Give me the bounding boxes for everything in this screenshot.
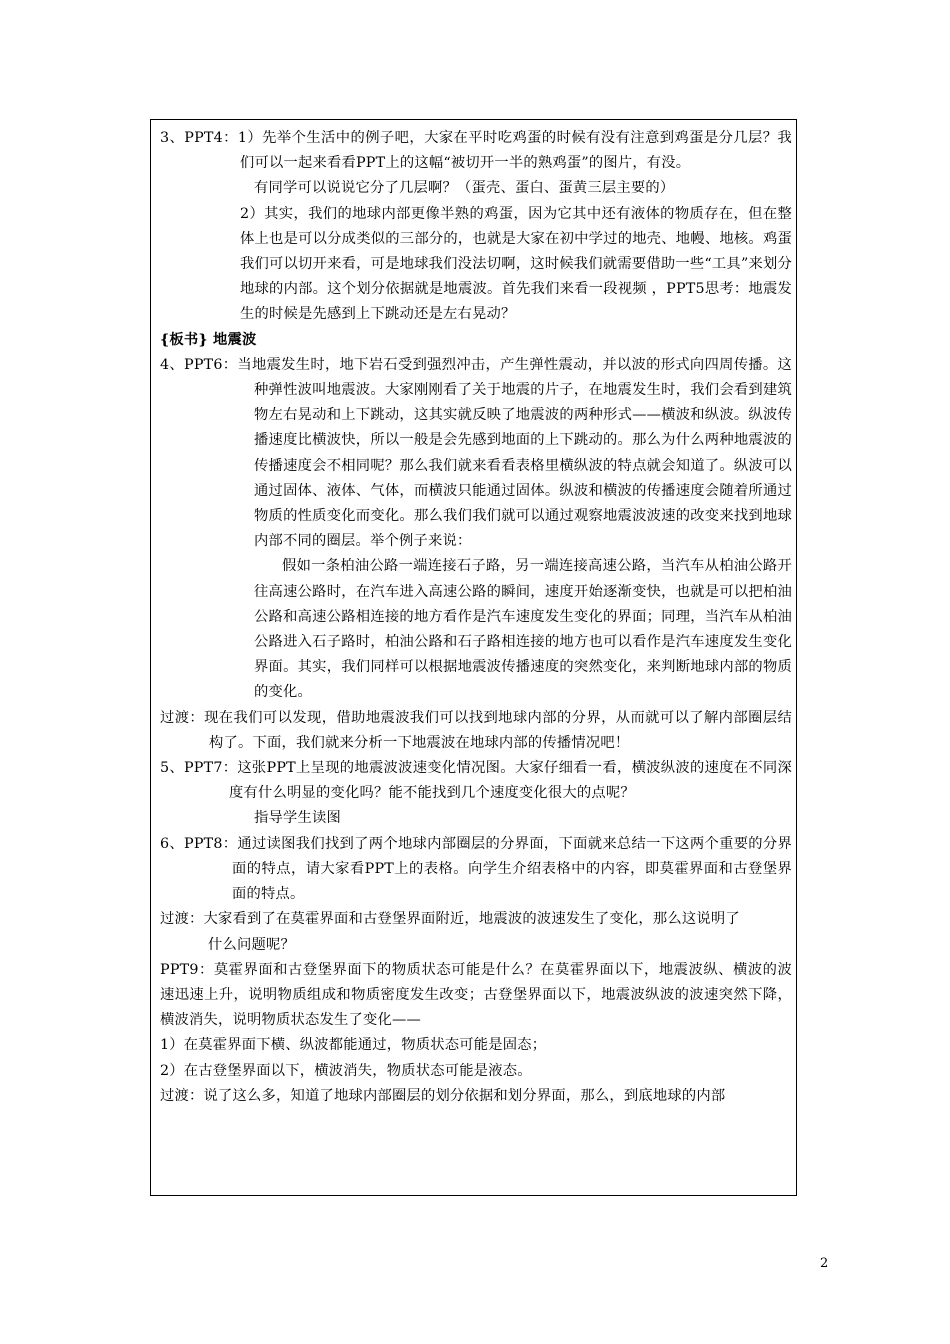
paragraph-egg-layers-question: 有同学可以说说它分了几层啊？（蛋壳、蛋白、蛋黄三层主要的） <box>254 180 675 197</box>
document-body <box>160 126 792 1109</box>
paragraph-transition-1: 过渡：现在我们可以发现，借助地震波我们可以找到地球内部的分界，从而就可以了解内部圈层结构了。下面，我们就来分析一下地震波在地球内部的传播情况吧！ <box>160 709 792 751</box>
paragraph-ppt7-wave-speed: 5、PPT7：这张PPT上呈现的地震波波速变化情况图。大家仔细看一看，横波纵波的速度在不同深度有什么明显的变化吗？能不能找到几个速度变化很大的点呢？ <box>160 760 792 802</box>
paragraph-earth-interior: 2）其实，我们的地球内部更像半熟的鸡蛋，因为它其中还有液体的物质存在，但在整体上也是可以分成类似的三部分的，也就是大家在初中学过的地壳、地幔、地核。鸡蛋我们可以切开来看，可是地球我们没法切啊，这时候我们就需要借助一些“工具”来划分地球的内部。这个划分依据就是地震波。首先我们来看一段视频 ，PPT5思考：地震发生的时候是先感到上下跳动还是左右晃动？ <box>240 205 792 323</box>
paragraph-ppt6-seismic-waves: 4、PPT6：当地震发生时，地下岩石受到强烈冲击，产生弹性震动，并以波的形式向四周传播。这种弹性波叫地震波。大家刚刚看了关于地震的片子，在地震发生时，我们会看到建筑物左右晃动和上下跳动，这其实就反映了地震波的两种形式——横波和纵波。纵波传播速度比横波快，所以一般是会先感到地面的上下跳动的。那么为什么两种地震波的传播速度会不相同呢？那么我们就来看看表格里横纵波的特点就会知道了。纵波可以通过固体、液体、气体，而横波只能通过固体。纵波和横波的传播速度会随着所通过物质的性质变化而变化。那么我们我们就可以通过观察地震波波速的改变来找到地球内部不同的圈层。举个例子来说： <box>160 356 792 550</box>
page-number: 2 <box>820 1256 829 1271</box>
paragraph-ppt8-interfaces: 6、PPT8：通过读图我们找到了两个地球内部圈层的分界面，下面就来总结一下这两个重要的分界面的特点，请大家看PPT上的表格。向学生介绍表格中的内容，即莫霍界面和古登堡界面的特点。 <box>160 835 792 903</box>
paragraph-point-1: 1）在莫霍界面下横、纵波都能通过，物质状态可能是固态； <box>160 1037 547 1054</box>
paragraph-what-question: 什么问题呢？ <box>208 936 295 953</box>
paragraph-ppt4-egg-example: 3、PPT4：1）先举个生活中的例子吧，大家在平时吃鸡蛋的时候有没有注意到鸡蛋是分几层？我们可以一起来看看PPT上的这幅“被切开一半的熟鸡蛋”的图片，有没。 <box>160 130 792 172</box>
paragraph-road-analogy: 假如一条柏油公路一端连接石子路，另一端连接高速公路，当汽车从柏油公路开往高速公路时，在汽车进入高速公路的瞬间，速度开始逐渐变快，也就是可以把柏油公路和高速公路相连接的地方看作是汽车速度发生变化的界面；同理，当汽车从柏油公路进入石子路时，柏油公路和石子路相连接的地方也可以看作是汽车速度发生变化界面。其实，我们同样可以根据地震波传播速度的突然变化，来判断地球内部的物质的变化。 <box>254 558 792 701</box>
paragraph-guide-reading: 指导学生读图 <box>254 810 341 827</box>
paragraph-ppt9-material-state: PPT9：莫霍界面和古登堡界面下的物质状态可能是什么？在莫霍界面以下，地震波纵、横波的波速迅速上升，说明物质组成和物质密度发生改变；古登堡界面以下，地震波纵波的波速突然下降，横波消失，说明物质状态发生了变化—— <box>160 961 792 1029</box>
paragraph-transition-3: 过渡：说了这么多，知道了地球内部圈层的划分依据和划分界面，那么，到底地球的内部 <box>160 1087 726 1104</box>
paragraph-point-2: 2）在古登堡界面以下，横波消失，物质状态可能是液态。 <box>160 1062 532 1079</box>
paragraph-transition-2: 过渡：大家看到了在莫霍界面和古登堡界面附近，地震波的波速发生了变化，那么这说明了 <box>160 911 740 928</box>
blackboard-heading: {板书} 地震波 <box>160 331 257 348</box>
